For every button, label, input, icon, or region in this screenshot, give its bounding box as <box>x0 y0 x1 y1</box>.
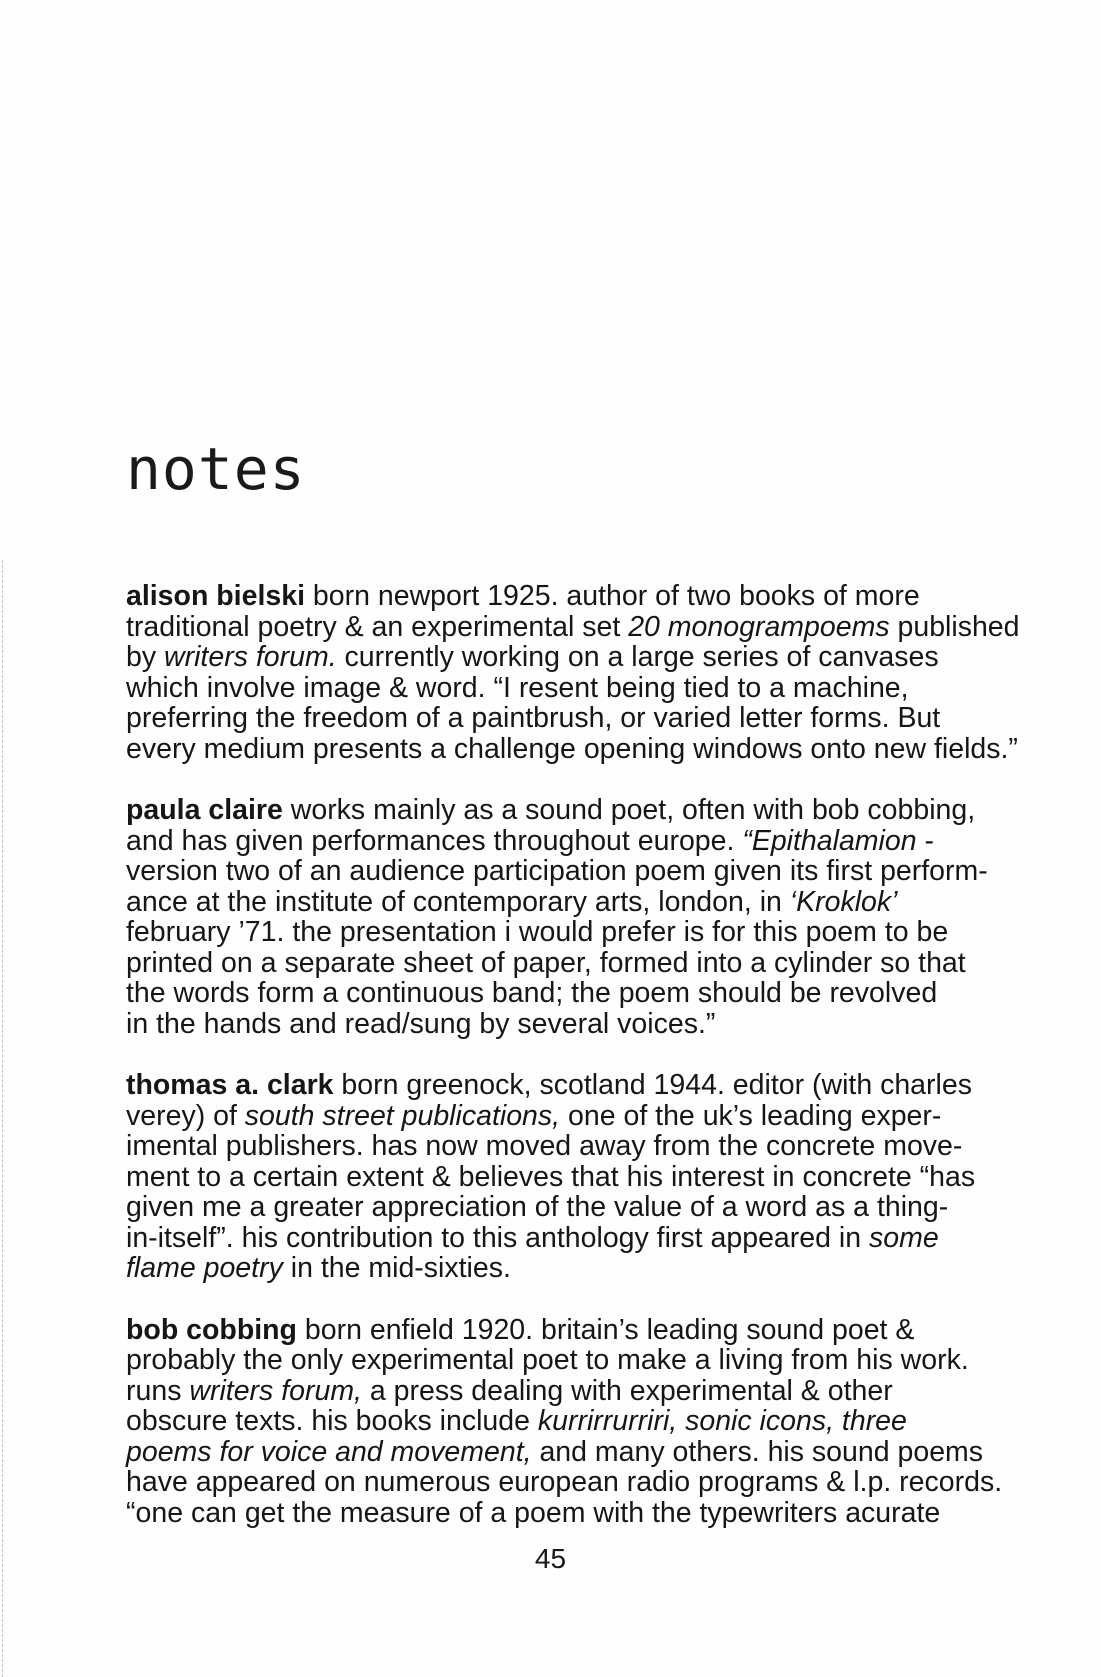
note-line <box>126 1162 1071 1193</box>
note-text: imental publishers. has now moved away from the concrete move- <box>126 1130 963 1162</box>
note-line <box>126 1376 1071 1407</box>
note-line <box>126 826 1071 857</box>
note-text: have appeared on numerous european radio programs & l.p. records. <box>126 1466 1003 1498</box>
note-text: by <box>126 641 165 673</box>
author-name: alison bielski <box>126 580 305 612</box>
note-text: works mainly as a sound poet, often with bob cobbing, <box>282 794 976 826</box>
note-line <box>126 1498 1071 1529</box>
italic-title: some <box>868 1221 939 1254</box>
page-title: notes <box>126 435 306 503</box>
note-line <box>126 581 1071 612</box>
notes-body <box>126 581 1071 1559</box>
author-name: bob cobbing <box>126 1313 297 1346</box>
note-text: one of the uk’s leading exper- <box>560 1099 942 1132</box>
note-text: every medium presents a challenge opening windows onto new fields.” <box>126 732 1018 765</box>
note-line <box>126 1315 1071 1346</box>
note-line <box>126 917 1071 948</box>
page-number: 45 <box>534 1543 567 1574</box>
note-line <box>126 673 1071 704</box>
note-text: printed on a separate sheet of paper, formed into a cylinder so that <box>126 946 966 979</box>
note-text: born enfield 1920. britain’s leading sound poet & <box>296 1313 915 1346</box>
note-line <box>126 1345 1071 1376</box>
italic-title: “Epithalamion <box>742 824 917 857</box>
note-text: born greenock, scotland 1944. editor (with charles <box>333 1069 972 1101</box>
note-text: in-itself”. his contribution to this anthology first appeared in <box>126 1221 869 1254</box>
note-text: verey) of <box>126 1099 245 1132</box>
note-text: which involve image & word. “I resent being tied to a machine, <box>126 671 909 704</box>
italic-title: poems for voice and movement, <box>126 1435 532 1468</box>
note-text: runs <box>126 1374 190 1407</box>
note-entry <box>126 1315 1071 1529</box>
note-text: - <box>916 824 935 857</box>
italic-title: kurrirrurriri, sonic icons, three <box>537 1405 907 1437</box>
italic-title: 20 monogrampoems <box>628 610 890 643</box>
note-line <box>126 612 1071 643</box>
note-line <box>126 1437 1071 1468</box>
note-text: the words form a continuous band; the poem should be revolved <box>126 977 938 1009</box>
note-text: and many others. his sound poems <box>531 1435 984 1468</box>
author-name: thomas a. clark <box>126 1069 334 1101</box>
scan-edge-mark <box>2 560 5 1677</box>
note-line <box>126 1223 1071 1254</box>
note-line <box>126 1192 1071 1223</box>
note-entry <box>126 1070 1071 1284</box>
note-text: probably the only experimental poet to make a living from his work. <box>126 1344 969 1376</box>
note-line <box>126 1101 1071 1132</box>
note-text: published <box>889 610 1020 643</box>
note-line <box>126 1009 1071 1040</box>
note-line <box>126 703 1071 734</box>
note-text: and has given performances throughout europe. <box>126 824 743 857</box>
note-line <box>126 734 1071 765</box>
note-entry <box>126 581 1071 764</box>
note-text: preferring the freedom of a paintbrush, or varied letter forms. But <box>126 702 941 734</box>
note-line <box>126 795 1071 826</box>
note-line <box>126 1467 1071 1498</box>
note-text: version two of an audience participation poem given its first perform- <box>126 855 988 887</box>
note-text: in the mid-sixties. <box>282 1252 511 1284</box>
note-text: “one can get the measure of a poem with the typewriters acurate <box>126 1496 941 1529</box>
italic-title: south street publications, <box>244 1099 561 1132</box>
note-text: born newport 1925. author of two books of more <box>305 580 920 612</box>
note-text: given me a greater appreciation of the value of a word as a thing- <box>126 1191 949 1223</box>
note-line <box>126 1070 1071 1101</box>
note-text: traditional poetry & an experimental set <box>126 610 629 643</box>
note-line <box>126 978 1071 1009</box>
note-text: ance at the institute of contemporary arts, london, in <box>126 885 790 918</box>
author-name: paula claire <box>126 794 283 826</box>
note-entry <box>126 795 1071 1039</box>
italic-title: flame poetry <box>126 1252 283 1284</box>
note-line <box>126 1131 1071 1162</box>
note-text: february ’71. the presentation i would prefer is for this poem to be <box>126 916 949 948</box>
note-text: in the hands and read/sung by several voices.” <box>126 1007 716 1040</box>
note-line <box>126 642 1071 673</box>
note-text: currently working on a large series of canvases <box>336 641 939 673</box>
note-line <box>126 1253 1071 1284</box>
italic-title: ‘Kroklok’ <box>789 885 898 918</box>
note-line <box>126 948 1071 979</box>
italic-title: writers forum. <box>164 641 337 673</box>
note-line <box>126 887 1071 918</box>
note-line <box>126 1406 1071 1437</box>
note-text: a press dealing with experimental & other <box>361 1374 893 1407</box>
italic-title: writers forum, <box>189 1374 362 1407</box>
note-text: obscure texts. his books include <box>126 1405 538 1437</box>
note-text: ment to a certain extent & believes that his interest in concrete “has <box>126 1160 976 1193</box>
note-line <box>126 856 1071 887</box>
